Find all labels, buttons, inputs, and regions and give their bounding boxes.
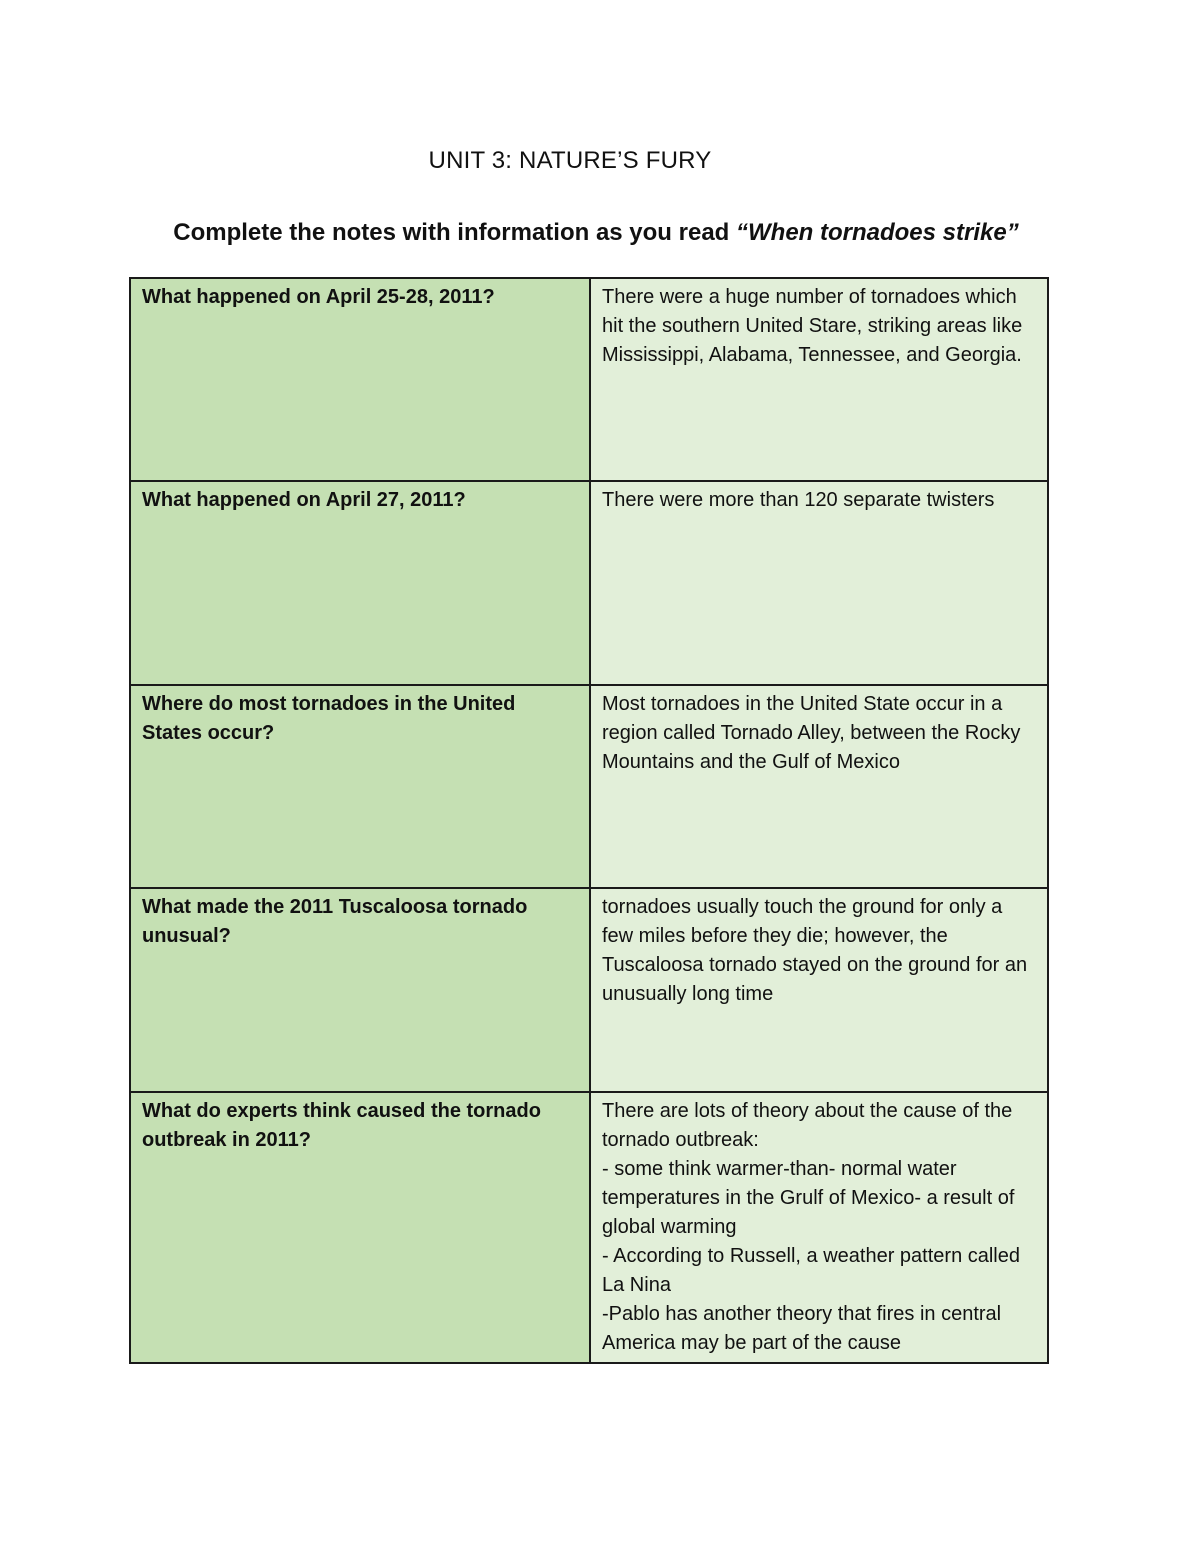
answer-cell <box>590 481 1048 685</box>
answer-line: There were more than 120 separate twisters <box>602 489 995 511</box>
table-row <box>130 888 1048 1092</box>
instructions-text: Complete the notes with information as you read <box>173 219 736 246</box>
question-cell: What happened on April 27, 2011? <box>130 481 590 685</box>
notes-table <box>129 277 1049 1364</box>
answer-cell <box>590 685 1048 888</box>
question-cell: What made the 2011 Tuscaloosa tornado unusual? <box>130 888 590 1092</box>
table-row <box>130 685 1048 888</box>
instructions <box>0 218 1192 248</box>
answer-line: There were a huge number of tornadoes which hit the southern United Stare, striking areas like Mississippi, Alabama, Tennessee, and Georgia. <box>602 286 1023 366</box>
answer-line: - According to Russell, a weather pattern called La Nina <box>602 1245 1020 1296</box>
answer-line: -Pablo has another theory that fires in central America may be part of the cause <box>602 1303 1002 1354</box>
question-cell: What happened on April 25-28, 2011? <box>130 278 590 481</box>
question-cell: Where do most tornadoes in the United States occur? <box>130 685 590 888</box>
answer-line: tornadoes usually touch the ground for only a few miles before they die; however, the Tuscaloosa tornado stayed on the ground for an unusually long time <box>602 896 1028 1005</box>
table-row <box>130 1092 1048 1363</box>
table-row <box>130 481 1048 685</box>
table-row <box>130 278 1048 481</box>
answer-cell <box>590 1092 1048 1363</box>
answer-line: - some think warmer-than- normal water temperatures in the Grulf of Mexico- a result of global warming <box>602 1158 1015 1238</box>
answer-line: There are lots of theory about the cause of the tornado outbreak: <box>602 1100 1013 1151</box>
answer-line: Most tornadoes in the United State occur in a region called Tornado Alley, between the Rocky Mountains and the Gulf of Mexico <box>602 693 1021 773</box>
question-cell: What do experts think caused the tornado outbreak in 2011? <box>130 1092 590 1363</box>
reading-title: “When tornadoes strike” <box>736 219 1019 246</box>
page-title: UNIT 3: NATURE’S FURY <box>428 147 712 174</box>
answer-cell <box>590 888 1048 1092</box>
answer-cell <box>590 278 1048 481</box>
